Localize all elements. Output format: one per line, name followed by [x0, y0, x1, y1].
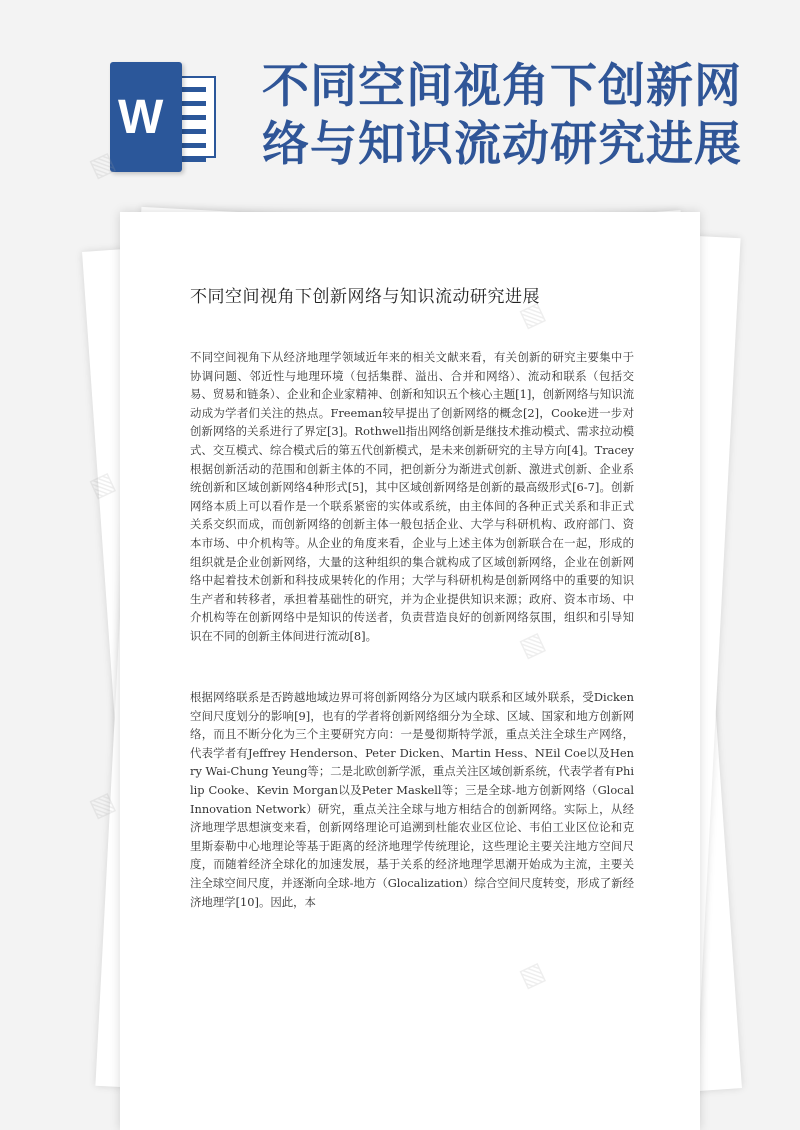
watermark: ▧: [84, 786, 120, 824]
word-tile: [110, 62, 182, 172]
document-page: [120, 212, 700, 1130]
word-letter: W: [118, 91, 164, 144]
banner-title: 不同空间视角下创新网络与知识流动研究进展: [262, 59, 742, 172]
document-title: 不同空间视角下创新网络与知识流动研究进展: [190, 287, 540, 307]
body-paragraph: 不同空间视角下从经济地理学领域近年来的相关文献来看，有关创新的研究主要集中于协调问题、邻近性与地理环境（包括集群、溢出、合并和网络）、流动和联系（包括交易、贸易和链条）、企业和企业家精神、创新和知识五个核心主题[1]，创新网络与知识流动成为学者们关注的热点。Freeman较早提出了创新网络的概念[2]，Cooke进一步对创新网络的关系进行了界定[3]。Rothwell指出网络创新是继技术推动模式、需求拉动模式、交互模式、综合模式后的第五代创新模式，是未来创新研究的主导方向[4]。Tracey根据创新活动的范围和创新主体的不同，把创新分为渐进式创新、激进式创新、企业系统创新和区域创新网络4种形式[5]，其中区域创新网络是创新的最高级形式[6-7]。创新网络本质上可以看作是一个联系紧密的实体或系统，由主体间的各种正式关系和非正式关系交织而成，而创新网络的创新主体一般包括企业、大学与科研机构、政府部门、资本市场、中介机构等。从企业的角度来看，企业与上述主体为创新联合在一起，形成的组织就是企业创新网络，大量的这种组织的集合就构成了区域创新网络，企业在创新网络中起着技术创新和科技成果转化的作用；大学与科研机构是创新网络中的重要的知识生产者和转移者，承担着基础性的研究，并为企业提供知识来源；政府、资本市场、中介机构等在创新网络中是知识的传送者，负责营造良好的创新网络氛围，组织和引导知识在不同的创新主体间进行流动[8]。: [190, 350, 634, 643]
watermark: ▧: [84, 146, 120, 184]
body-paragraph: 根据网络联系是否跨越地域边界可将创新网络分为区域内联系和区域外联系，受Dicken空间尺度划分的影响[9]，也有的学者将创新网络细分为全球、区域、国家和地方创新网络，而且不断分化为三个主要研究方向：一是曼彻斯特学派，重点关注全球生产网络，代表学者有Jeffrey Henderson、Peter Dicken、Martin Hess、NEil Coe以及Henry Wai-Chung Yeung等；二是北欧创新学派，重点关注区域创新系统，代表学者有Philip Cooke、Kevin Morgan以及Peter Maskell等；三是全球-地方创新网络（Glocal Innovation Network）研究，重点关注全球与地方相结合的创新网络。实际上，从经济地理学思想演变来看，创新网络理论可追溯到杜能农业区位论、韦伯工业区位论和克里斯泰勒中心地理论等基于距离的经济地理学传统理论，这些理论主要关注地方空间尺度，而随着经济全球化的加速发展，基于关系的经济地理学思潮开始成为主流，主要关注全球空间尺度，并逐渐向全球-地方（Glocalization）综合空间尺度转变，形成了新经济地理学[10]。因此，本: [190, 690, 634, 909]
word-document-icon: [110, 62, 220, 172]
header-banner: [0, 0, 800, 200]
